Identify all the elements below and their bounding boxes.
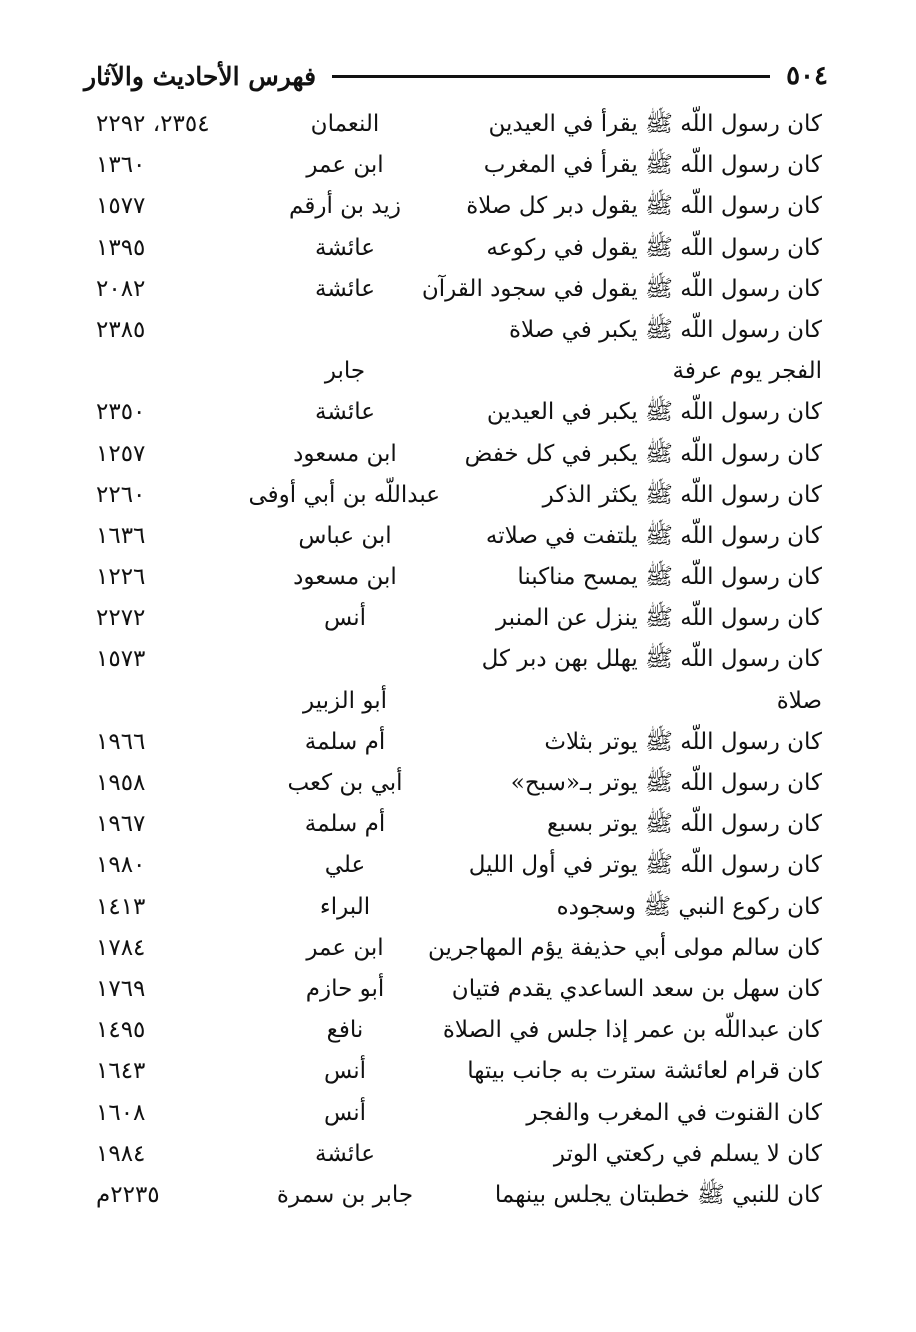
index-entry xyxy=(0,228,916,269)
narrator: ابن مسعود xyxy=(293,440,397,467)
hadith-number: ٢٢٦٠ xyxy=(96,481,146,508)
narrator: ابن عباس xyxy=(298,522,392,549)
hadith-text: صلاة xyxy=(776,687,822,714)
index-entry xyxy=(0,1093,916,1134)
page-title: فهرس الأحاديث والآثار xyxy=(84,61,317,91)
hadith-number: ١٩٥٨ xyxy=(96,770,146,796)
index-entry xyxy=(0,1175,916,1216)
index-entry xyxy=(0,969,916,1010)
hadith-text: كان رسول اللّه ﷺ يهلل بهن دبر كل xyxy=(481,646,822,673)
index-entry xyxy=(0,598,916,639)
narrator: ابن عمر xyxy=(306,152,384,179)
index-entry xyxy=(0,475,916,516)
narrator: أم سلمة xyxy=(304,811,386,838)
index-entry xyxy=(0,351,916,392)
index-entry xyxy=(0,763,916,804)
hadith-number: ١٦٣٦ xyxy=(96,522,146,549)
hadith-text: كان لا يسلم في ركعتي الوتر xyxy=(553,1140,822,1167)
hadith-number: ٢٠٨٢ xyxy=(96,275,146,302)
hadith-text: كان رسول اللّه ﷺ يكبر في العيدين xyxy=(486,399,822,426)
index-entry xyxy=(0,1010,916,1051)
narrator: عائشة xyxy=(315,234,375,261)
hadith-text: كان رسول اللّه ﷺ يوتر في أول الليل xyxy=(468,852,822,879)
hadith-number: ٢٢٣٥م xyxy=(96,1181,160,1208)
page-header xyxy=(84,56,828,96)
hadith-text: كان القنوت في المغرب والفجر xyxy=(526,1099,822,1126)
index-entry xyxy=(0,104,916,145)
hadith-number: ١٩٨٠ xyxy=(96,852,146,879)
narrator: عائشة xyxy=(315,399,375,426)
hadith-number: ١٧٨٤ xyxy=(96,934,146,961)
header-rule xyxy=(332,75,770,78)
hadith-text: كان رسول اللّه ﷺ يقول دبر كل صلاة xyxy=(466,193,822,220)
index-entry xyxy=(0,145,916,186)
hadith-text: الفجر يوم عرفة xyxy=(672,358,822,385)
hadith-number: ١٤١٣ xyxy=(96,893,146,920)
hadith-text: كان سالم مولى أبي حذيفة يؤم المهاجرين xyxy=(428,934,822,961)
hadith-number: ١٦٠٨ xyxy=(96,1099,146,1126)
hadith-index-list xyxy=(0,104,916,1216)
narrator: نافع xyxy=(326,1017,364,1044)
hadith-number: ١٧٦٩ xyxy=(96,975,146,1002)
narrator: أم سلمة xyxy=(304,728,386,755)
hadith-number: ١٣٦٠ xyxy=(96,152,146,179)
index-entry xyxy=(0,804,916,845)
narrator: عائشة xyxy=(315,1140,375,1167)
index-entry xyxy=(0,681,916,722)
narrator: البراء xyxy=(319,893,371,920)
hadith-text: كان رسول اللّه ﷺ يقول في سجود القرآن xyxy=(421,275,822,302)
index-entry xyxy=(0,269,916,310)
index-entry xyxy=(0,928,916,969)
hadith-text: كان رسول اللّه ﷺ يمسح مناكبنا xyxy=(517,564,822,591)
hadith-number: ١٣٩٥ xyxy=(96,234,146,261)
hadith-number: ١٥٧٧ xyxy=(96,193,146,220)
hadith-text: كان رسول اللّه ﷺ يكبر في كل خفض xyxy=(464,440,822,467)
index-entry xyxy=(0,845,916,886)
hadith-number: ١٩٦٦ xyxy=(96,728,146,755)
hadith-text: كان رسول اللّه ﷺ يقول في ركوعه xyxy=(486,234,822,261)
hadith-number: ٢٢٧٢ xyxy=(96,605,146,632)
hadith-number: ١٢٥٧ xyxy=(96,440,146,467)
hadith-text: كان ركوع النبي ﷺ وسجوده xyxy=(556,893,822,920)
hadith-number: ٢٣٨٥ xyxy=(96,316,146,343)
hadith-number: ٢٣٥٤، ٢٢٩٢ xyxy=(96,111,210,137)
index-entry xyxy=(0,887,916,928)
hadith-text: كان رسول اللّه ﷺ يكبر في صلاة xyxy=(508,316,822,343)
index-entry xyxy=(0,639,916,680)
index-entry xyxy=(0,516,916,557)
hadith-text: كان رسول اللّه ﷺ يقرأ في المغرب xyxy=(483,152,822,179)
narrator: عبداللّه بن أبي أوفى xyxy=(248,481,440,508)
index-entry xyxy=(0,310,916,351)
hadith-text: كان رسول اللّه ﷺ يكثر الذكر xyxy=(542,481,822,508)
index-entry xyxy=(0,186,916,227)
hadith-text: كان للنبي ﷺ خطبتان يجلس بينهما xyxy=(494,1181,822,1208)
narrator: أنس xyxy=(323,605,367,632)
narrator: زيد بن أرقم xyxy=(289,193,401,220)
hadith-text: كان رسول اللّه ﷺ ينزل عن المنبر xyxy=(495,605,822,632)
hadith-number: ١٤٩٥ xyxy=(96,1017,146,1044)
hadith-text: كان رسول اللّه ﷺ يوتر بسبع xyxy=(547,811,822,838)
index-entry xyxy=(0,557,916,598)
page-number: ٥٠٤ xyxy=(786,61,828,91)
hadith-number: ١٥٧٣ xyxy=(96,646,146,673)
narrator: علي xyxy=(324,852,366,879)
hadith-text: كان قرام لعائشة سترت به جانب بيتها xyxy=(467,1058,822,1085)
narrator: جابر بن سمرة xyxy=(276,1181,414,1208)
hadith-text: كان رسول اللّه ﷺ يقرأ في العيدين xyxy=(488,111,822,137)
hadith-number: ١٩٨٤ xyxy=(96,1140,146,1167)
narrator: النعمان xyxy=(310,111,380,137)
index-entry xyxy=(0,722,916,763)
narrator: أنس xyxy=(323,1099,367,1126)
index-entry xyxy=(0,1134,916,1175)
narrator: ابن عمر xyxy=(306,934,384,961)
narrator: ابن مسعود xyxy=(293,564,397,591)
narrator: عائشة xyxy=(315,275,375,302)
hadith-number: ١٦٤٣ xyxy=(96,1058,146,1085)
hadith-number: ١٢٢٦ xyxy=(96,564,146,591)
narrator: أنس xyxy=(323,1058,367,1085)
index-entry xyxy=(0,1051,916,1092)
narrator: أبي بن كعب xyxy=(287,770,403,796)
narrator: جابر xyxy=(324,358,366,385)
hadith-text: كان رسول اللّه ﷺ يوتر بثلاث xyxy=(544,728,822,755)
hadith-number: ٢٣٥٠ xyxy=(96,399,146,426)
hadith-text: كان عبداللّه بن عمر إذا جلس في الصلاة xyxy=(442,1017,822,1044)
hadith-number: ١٩٦٧ xyxy=(96,811,146,838)
hadith-text: كان رسول اللّه ﷺ يلتفت في صلاته xyxy=(485,522,822,549)
narrator: أبو حازم xyxy=(305,975,385,1002)
narrator: أبو الزبير xyxy=(302,687,388,714)
index-entry xyxy=(0,392,916,433)
hadith-text: كان سهل بن سعد الساعدي يقدم فتيان xyxy=(451,975,822,1002)
hadith-text: كان رسول اللّه ﷺ يوتر بـ«سبح» xyxy=(510,770,822,796)
index-entry xyxy=(0,434,916,475)
